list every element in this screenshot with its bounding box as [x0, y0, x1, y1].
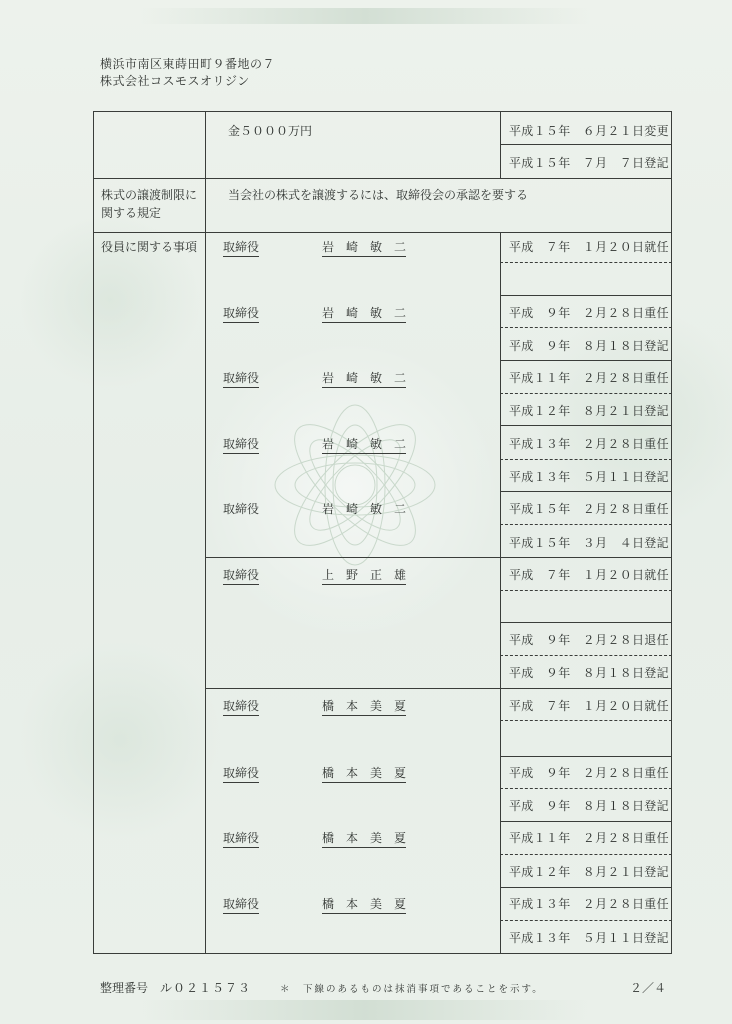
officer-role: 取締役 [223, 369, 259, 388]
officer-date: 平成 ９年 ８月１８日登記 [509, 339, 669, 353]
row-divider-officer-1 [205, 557, 500, 558]
row-divider-capital [93, 178, 672, 179]
officer-role: 取締役 [223, 502, 260, 516]
officer-date: 平成 ９年 ８月１８日登記 [509, 799, 669, 813]
officer-date: 平成 ９年 ８月１８日登記 [509, 666, 669, 680]
date-sep [500, 688, 672, 689]
date-dash [500, 524, 672, 525]
officer-date: 平成１３年 ５月１１日登記 [509, 931, 669, 945]
share-transfer-label-2: 関する規定 [101, 206, 162, 220]
officer-date: 平成１３年 ２月２８日重任 [509, 897, 669, 911]
col-divider-label [205, 111, 206, 954]
officer-role: 取締役 [223, 764, 259, 783]
officer-date: 平成１５年 ２月２８日重任 [509, 502, 669, 516]
date-dash [500, 655, 672, 656]
share-transfer-text: 当会社の株式を譲渡するには、取締役会の承認を要する [228, 188, 529, 202]
officer-role: 取締役 [223, 895, 259, 914]
officer-role: 取締役 [223, 304, 259, 323]
officer-name: 岩 崎 敏 二 [322, 502, 407, 516]
officer-name: 橋 本 美 夏 [322, 764, 406, 783]
date-dash [500, 590, 672, 591]
share-transfer-label-1: 株式の譲渡制限に [101, 188, 198, 202]
date-dash [500, 920, 672, 921]
date-sep [500, 360, 672, 361]
date-dash [500, 327, 672, 328]
date-sep [500, 887, 672, 888]
company-address: 横浜市南区東蒔田町９番地の７ [100, 57, 276, 71]
officer-name: 岩 崎 敏 二 [322, 435, 406, 454]
date-sep [500, 295, 672, 296]
officer-date: 平成 ９年 ２月２８日重任 [509, 766, 669, 780]
officer-name: 橋 本 美 夏 [322, 895, 406, 914]
officer-role: 取締役 [223, 697, 259, 716]
top-security-banner [140, 8, 590, 24]
date-sep [500, 425, 672, 426]
officer-name: 岩 崎 敏 二 [322, 304, 406, 323]
officer-date: 平成 ９年 ２月２８日退任 [509, 633, 669, 647]
row-divider-share [93, 232, 672, 233]
footer-note: ＊ 下線のあるものは抹消事項であることを示す。 [280, 984, 544, 995]
date-dash [500, 262, 672, 263]
officer-date: 平成１３年 ５月１１日登記 [509, 470, 669, 484]
officer-date: 平成 ９年 ２月２８日重任 [509, 306, 669, 320]
officer-role: 取締役 [223, 829, 259, 848]
officer-name: 橋 本 美 夏 [322, 697, 406, 716]
officer-date: 平成 ７年 １月２０日就任 [509, 568, 669, 582]
date-dash [500, 459, 672, 460]
date-dash [500, 393, 672, 394]
serial-label: 整理番号 [100, 981, 149, 995]
bottom-security-banner [140, 1000, 590, 1020]
date-sep [500, 144, 672, 145]
serial-number: ル０２１５７３ [160, 981, 252, 995]
date-sep [500, 557, 672, 558]
capital-date-changed: 平成１５年 ６月２１日変更 [509, 124, 669, 138]
officer-date: 平成 ７年 １月２０日就任 [509, 699, 669, 713]
officer-name: 岩 崎 敏 二 [322, 238, 406, 257]
officer-date: 平成１２年 ８月２１日登記 [509, 404, 669, 418]
officer-role: 取締役 [223, 566, 259, 585]
officer-date: 平成１３年 ２月２８日重任 [509, 437, 669, 451]
officers-label: 役員に関する事項 [101, 240, 198, 254]
date-dash [500, 854, 672, 855]
capital-amount: 金５０００万円 [228, 124, 313, 138]
officer-date: 平成１１年 ２月２８日重任 [509, 371, 669, 385]
company-name: 株式会社コスモスオリジン [100, 74, 250, 88]
col-divider-date-officers [500, 232, 501, 954]
date-dash [500, 788, 672, 789]
officer-role: 取締役 [223, 238, 259, 257]
date-sep [500, 491, 672, 492]
capital-date-registered: 平成１５年 ７月 ７日登記 [509, 156, 669, 170]
officer-name: 岩 崎 敏 二 [322, 369, 406, 388]
page-number: ２／４ [630, 981, 667, 995]
officer-date: 平成１５年 ３月 ４日登記 [509, 536, 669, 550]
date-dash [500, 720, 672, 721]
officer-role: 取締役 [223, 435, 259, 454]
date-sep [500, 756, 672, 757]
officer-date: 平成１１年 ２月２８日重任 [509, 831, 669, 845]
officer-date: 平成１２年 ８月２１日登記 [509, 865, 669, 879]
date-sep [500, 622, 672, 623]
row-divider-officer-2 [205, 688, 500, 689]
officer-name: 上 野 正 雄 [322, 566, 406, 585]
date-sep [500, 821, 672, 822]
officer-date: 平成 ７年 １月２０日就任 [509, 240, 669, 254]
officer-name: 橋 本 美 夏 [322, 829, 406, 848]
